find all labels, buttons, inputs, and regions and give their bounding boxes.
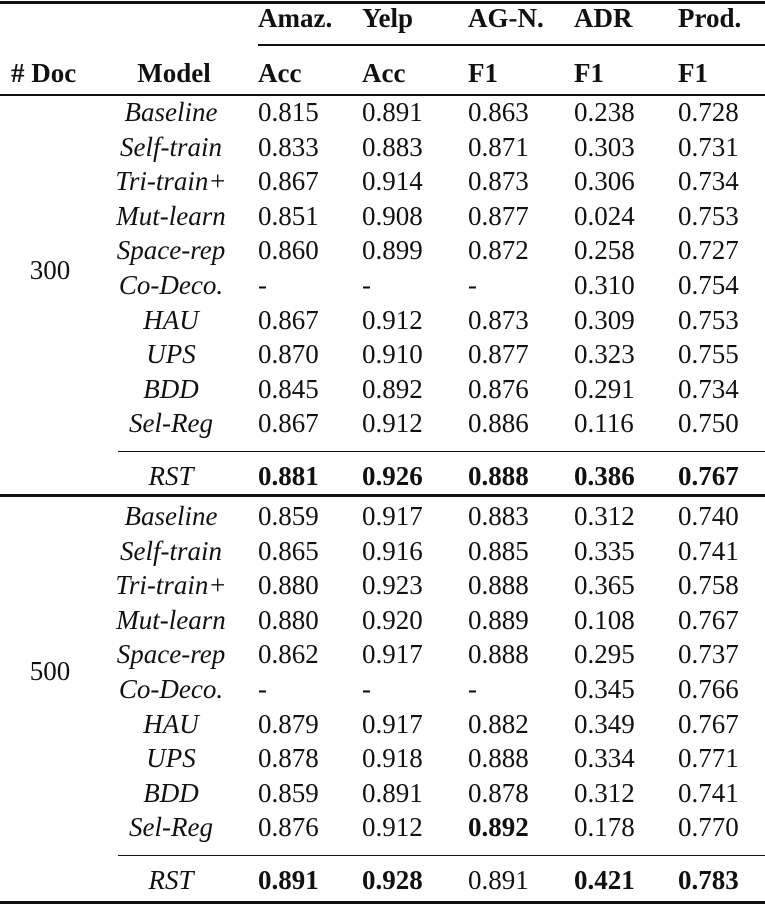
value-cell: 0.908 [362, 201, 423, 231]
value-cell: 0.892 [468, 812, 529, 842]
value-cell: 0.771 [678, 743, 739, 773]
header-doc: # Doc [11, 58, 77, 88]
value-cell: 0.892 [362, 374, 423, 404]
value-cell: 0.833 [258, 132, 319, 162]
header-metric-1: Acc [362, 58, 406, 88]
header-metric-3: F1 [574, 58, 604, 88]
header-dataset-3: ADR [574, 3, 633, 33]
value-cell: 0.891 [362, 778, 423, 808]
value-cell: 0.918 [362, 743, 423, 773]
model-name: BDD [143, 374, 199, 404]
value-cell: 0.870 [258, 339, 319, 369]
model-name: Self-train [120, 132, 222, 162]
ours-value-cell: 0.891 [258, 865, 319, 895]
value-cell: 0.917 [362, 639, 423, 669]
value-cell: 0.108 [574, 605, 635, 635]
header-partial-rule [258, 44, 765, 46]
value-cell: - [362, 270, 371, 300]
value-cell: 0.871 [468, 132, 529, 162]
ours-value-cell: 0.421 [574, 865, 635, 895]
value-cell: 0.883 [468, 501, 529, 531]
header-dataset-1: Yelp [362, 3, 414, 33]
header-metric-4: F1 [678, 58, 708, 88]
value-cell: 0.758 [678, 570, 739, 600]
value-cell: 0.306 [574, 166, 635, 196]
value-cell: 0.309 [574, 305, 635, 335]
value-cell: 0.741 [678, 778, 739, 808]
value-cell: 0.753 [678, 201, 739, 231]
value-cell: - [362, 674, 371, 704]
value-cell: 0.766 [678, 674, 739, 704]
value-cell: 0.312 [574, 501, 635, 531]
model-name: HAU [143, 709, 199, 739]
ours-model-name: RST [148, 461, 194, 491]
value-cell: 0.865 [258, 536, 319, 566]
value-cell: 0.734 [678, 374, 739, 404]
ours-value-cell: 0.888 [468, 461, 529, 491]
value-cell: 0.876 [258, 812, 319, 842]
value-cell: 0.734 [678, 166, 739, 196]
value-cell: 0.815 [258, 97, 319, 127]
value-cell: 0.731 [678, 132, 739, 162]
value-cell: 0.851 [258, 201, 319, 231]
value-cell: 0.770 [678, 812, 739, 842]
value-cell: 0.873 [468, 305, 529, 335]
value-cell: 0.878 [258, 743, 319, 773]
value-cell: 0.867 [258, 408, 319, 438]
value-cell: 0.917 [362, 501, 423, 531]
value-cell: 0.899 [362, 235, 423, 265]
value-cell: 0.882 [468, 709, 529, 739]
model-name: Sel-Reg [129, 812, 213, 842]
header-dataset-4: Prod. [678, 3, 742, 33]
value-cell: 0.872 [468, 235, 529, 265]
model-name: Space-rep [116, 639, 226, 669]
value-cell: 0.303 [574, 132, 635, 162]
value-cell: 0.885 [468, 536, 529, 566]
model-name: Mut-learn [116, 201, 226, 231]
value-cell: 0.767 [678, 709, 739, 739]
value-cell: 0.860 [258, 235, 319, 265]
value-cell: 0.889 [468, 605, 529, 635]
value-cell: 0.753 [678, 305, 739, 335]
value-cell: 0.334 [574, 743, 635, 773]
doc-count-500: 500 [29, 656, 71, 686]
model-name: HAU [143, 305, 199, 335]
value-cell: 0.727 [678, 235, 739, 265]
header-model: Model [137, 58, 211, 88]
model-name: Tri-train+ [115, 166, 227, 196]
ours-value-cell: 0.891 [468, 865, 529, 895]
model-name: Sel-Reg [129, 408, 213, 438]
value-cell: 0.912 [362, 812, 423, 842]
value-cell: 0.859 [258, 778, 319, 808]
value-cell: 0.116 [574, 408, 634, 438]
value-cell: 0.867 [258, 166, 319, 196]
value-cell: 0.880 [258, 570, 319, 600]
header-metric-2: F1 [468, 58, 498, 88]
value-cell: - [468, 270, 477, 300]
value-cell: 0.258 [574, 235, 635, 265]
value-cell: - [258, 674, 267, 704]
value-cell: 0.888 [468, 639, 529, 669]
model-name: UPS [146, 339, 196, 369]
value-cell: 0.728 [678, 97, 739, 127]
value-cell: 0.291 [574, 374, 635, 404]
value-cell: 0.365 [574, 570, 635, 600]
value-cell: 0.914 [362, 166, 423, 196]
value-cell: 0.750 [678, 408, 739, 438]
model-name: Space-rep [116, 235, 226, 265]
value-cell: 0.862 [258, 639, 319, 669]
value-cell: 0.877 [468, 201, 529, 231]
ours-model-name: RST [148, 865, 194, 895]
value-cell: 0.878 [468, 778, 529, 808]
model-name: Baseline [124, 501, 218, 531]
value-cell: 0.755 [678, 339, 739, 369]
ours-value-cell: 0.928 [362, 865, 423, 895]
header-metric-0: Acc [258, 58, 302, 88]
value-cell: - [258, 270, 267, 300]
value-cell: 0.912 [362, 305, 423, 335]
value-cell: 0.917 [362, 709, 423, 739]
value-cell: 0.876 [468, 374, 529, 404]
value-cell: 0.916 [362, 536, 423, 566]
value-cell: 0.767 [678, 605, 739, 635]
value-cell: - [468, 674, 477, 704]
value-cell: 0.877 [468, 339, 529, 369]
model-name: Baseline [124, 97, 218, 127]
value-cell: 0.310 [574, 270, 635, 300]
ours-value-cell: 0.926 [362, 461, 423, 491]
value-cell: 0.883 [362, 132, 423, 162]
value-cell: 0.312 [574, 778, 635, 808]
ours-value-cell: 0.783 [678, 865, 739, 895]
group-separator-rule [0, 494, 765, 497]
value-cell: 0.873 [468, 166, 529, 196]
value-cell: 0.912 [362, 408, 423, 438]
value-cell: 0.845 [258, 374, 319, 404]
value-cell: 0.880 [258, 605, 319, 635]
model-name: Self-train [120, 536, 222, 566]
value-cell: 0.867 [258, 305, 319, 335]
value-cell: 0.920 [362, 605, 423, 635]
ours-value-cell: 0.881 [258, 461, 319, 491]
group-1-ours-rule [118, 451, 765, 452]
value-cell: 0.888 [468, 743, 529, 773]
model-name: Co-Deco. [118, 674, 224, 704]
value-cell: 0.740 [678, 501, 739, 531]
model-name: BDD [143, 778, 199, 808]
value-cell: 0.024 [574, 201, 635, 231]
value-cell: 0.888 [468, 570, 529, 600]
header-dataset-2: AG-N. [468, 3, 544, 33]
value-cell: 0.178 [574, 812, 635, 842]
value-cell: 0.923 [362, 570, 423, 600]
value-cell: 0.737 [678, 639, 739, 669]
value-cell: 0.349 [574, 709, 635, 739]
value-cell: 0.754 [678, 270, 739, 300]
value-cell: 0.335 [574, 536, 635, 566]
value-cell: 0.741 [678, 536, 739, 566]
value-cell: 0.886 [468, 408, 529, 438]
value-cell: 0.345 [574, 674, 635, 704]
ours-value-cell: 0.386 [574, 461, 635, 491]
doc-count-300: 300 [29, 255, 71, 285]
value-cell: 0.879 [258, 709, 319, 739]
value-cell: 0.323 [574, 339, 635, 369]
header-bottom-rule [0, 94, 765, 96]
ours-value-cell: 0.767 [678, 461, 739, 491]
bottom-rule [0, 901, 765, 904]
group-2-ours-rule [118, 855, 765, 856]
model-name: Mut-learn [116, 605, 226, 635]
value-cell: 0.891 [362, 97, 423, 127]
header-dataset-0: Amaz. [258, 3, 333, 33]
model-name: UPS [146, 743, 196, 773]
value-cell: 0.910 [362, 339, 423, 369]
value-cell: 0.863 [468, 97, 529, 127]
value-cell: 0.859 [258, 501, 319, 531]
value-cell: 0.295 [574, 639, 635, 669]
value-cell: 0.238 [574, 97, 635, 127]
model-name: Tri-train+ [115, 570, 227, 600]
model-name: Co-Deco. [118, 270, 224, 300]
